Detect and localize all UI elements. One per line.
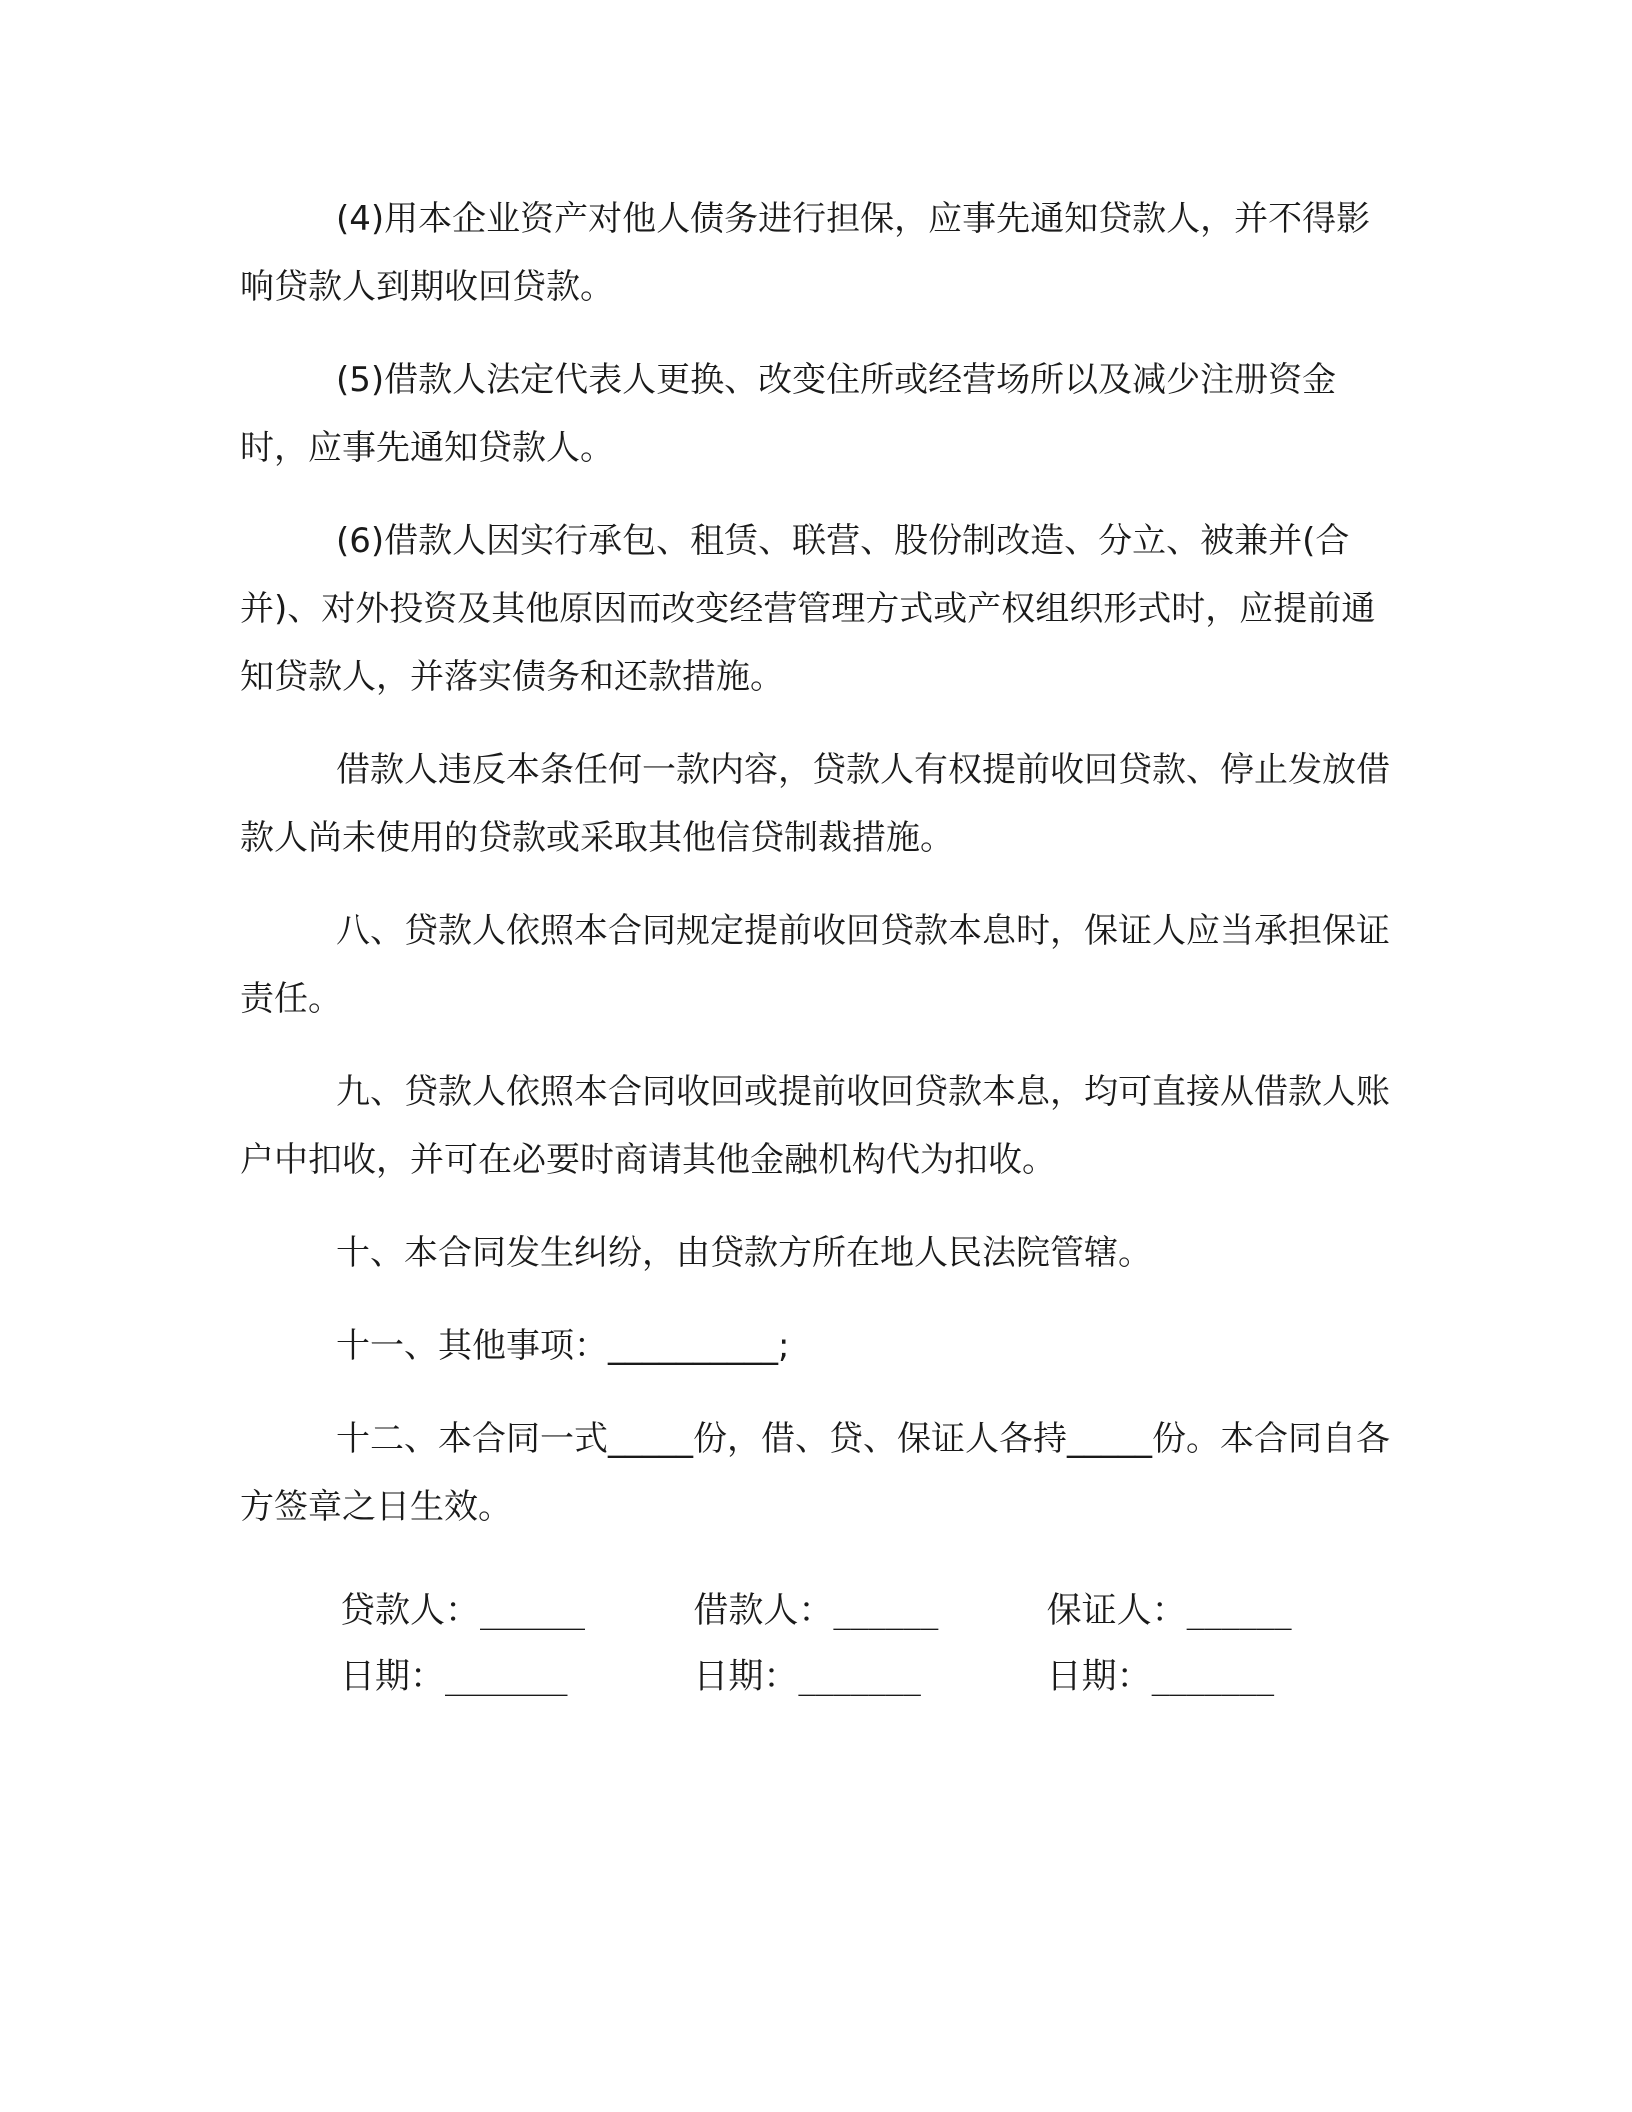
- signature-block: [340, 1575, 1400, 1707]
- signature-row: [340, 1575, 1400, 1641]
- guarantor-signature: 保证人：______: [1046, 1591, 1292, 1631]
- clause-6: (6)借款人因实行承包、租赁、联营、股份制改造、分立、被兼并(合并)、对外投资及其他原因而改变经营管理方式或产权组织形式时，应提前通知贷款人，并落实债务和还款措施。: [240, 521, 1376, 697]
- date-row: [340, 1641, 1400, 1707]
- borrower-date: 日期：_______: [693, 1657, 921, 1697]
- lender-date: 日期：_______: [340, 1657, 568, 1697]
- article-12: 十二、本合同一式_____份，借、贷、保证人各持_____份。本合同自各方签章之日生效。: [240, 1419, 1390, 1527]
- borrower-signature: 借款人：______: [693, 1591, 939, 1631]
- clause-4: (4)用本企业资产对他人债务进行担保，应事先通知贷款人，并不得影响贷款人到期收回贷款。: [240, 199, 1371, 307]
- article-11: 十一、其他事项：__________;: [336, 1326, 790, 1366]
- article-9: 九、贷款人依照本合同收回或提前收回贷款本息，均可直接从借款人账户中扣收，并可在必要时商请其他金融机构代为扣收。: [240, 1072, 1390, 1180]
- article-10: 十、本合同发生纠纷，由贷款方所在地人民法院管辖。: [336, 1233, 1152, 1273]
- clause-5: (5)借款人法定代表人更换、改变住所或经营场所以及减少注册资金时，应事先通知贷款人。: [240, 360, 1337, 468]
- violation-clause: 借款人违反本条任何一款内容，贷款人有权提前收回贷款、停止发放借款人尚未使用的贷款或采取其他信贷制裁措施。: [240, 750, 1390, 858]
- lender-signature: 贷款人：______: [340, 1591, 586, 1631]
- article-8: 八、贷款人依照本合同规定提前收回贷款本息时，保证人应当承担保证责任。: [240, 911, 1390, 1019]
- contract-body: [240, 185, 1400, 1566]
- guarantor-date: 日期：_______: [1046, 1657, 1275, 1697]
